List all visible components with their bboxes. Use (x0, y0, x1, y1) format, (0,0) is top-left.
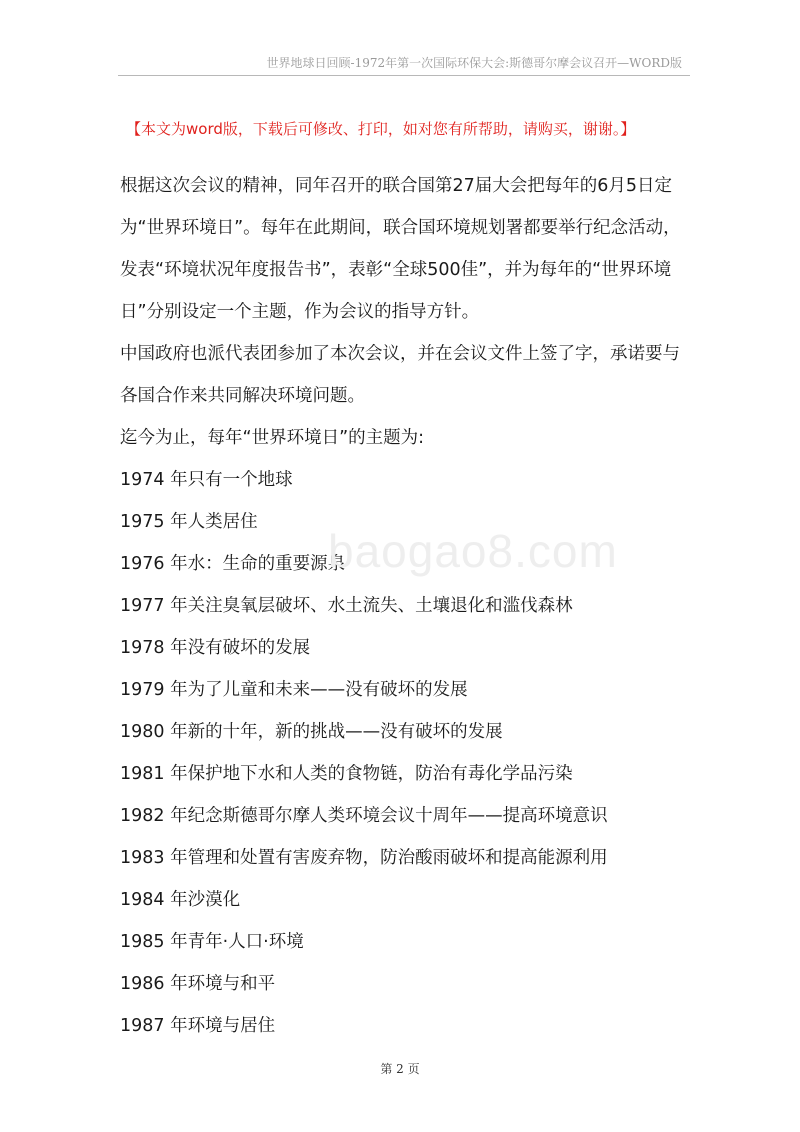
list-item: 1986 年环境与和平 (120, 974, 276, 994)
list-item: 1978 年没有破坏的发展 (120, 638, 311, 658)
list-item: 1981 年保护地下水和人类的食物链，防治有毒化学品污染 (120, 764, 573, 784)
running-header: 世界地球日回顾-1972年第一次国际环保大会:斯德哥尔摩会议召开—WORD版 (266, 56, 682, 70)
list-item: 1974 年只有一个地球 (120, 470, 293, 490)
watermark: baogao8.com (328, 525, 618, 577)
list-item: 1984 年沙漠化 (120, 890, 241, 910)
body-paragraph: 中国政府也派代表团参加了本次会议，并在会议文件上签了字，承诺要与各国合作来共同解决环境问题。 (120, 344, 680, 406)
list-item: 1987 年环境与居住 (120, 1016, 276, 1036)
body-paragraph: 迄今为止，每年“世界环境日”的主题为: (120, 428, 425, 448)
document-body (120, 165, 692, 1047)
list-item: 1975 年人类居住 (120, 512, 258, 532)
page-number: 第 2 页 (380, 1062, 420, 1076)
list-item: 1983 年管理和处置有害废弃物，防治酸雨破坏和提高能源利用 (120, 848, 608, 868)
list-item: 1985 年青年·人口·环境 (120, 932, 304, 952)
download-notice: 【本文为word版，下载后可修改、打印，如对您有所帮助，请购买，谢谢。】 (126, 120, 636, 138)
list-item: 1982 年纪念斯德哥尔摩人类环境会议十周年——提高环境意识 (120, 806, 608, 826)
list-item: 1976 年水：生命的重要源泉 (120, 554, 346, 574)
header-divider (118, 75, 690, 76)
list-item: 1980 年新的十年，新的挑战——没有破坏的发展 (120, 722, 503, 742)
body-paragraph: 根据这次会议的精神，同年召开的联合国第27届大会把每年的6月5日定为“世界环境日”。每年在此期间，联合国环境规划署都要举行纪念活动，发表“环境状况年度报告书”，表彰“全球500佳”，并为每年的“世界环境日”分别设定一个主题，作为会议的指导方针。 (120, 176, 681, 322)
list-item: 1977 年关注臭氧层破坏、水土流失、土壤退化和滥伐森林 (120, 596, 573, 616)
list-item: 1979 年为了儿童和未来——没有破坏的发展 (120, 680, 468, 700)
theme-list (120, 459, 692, 1047)
